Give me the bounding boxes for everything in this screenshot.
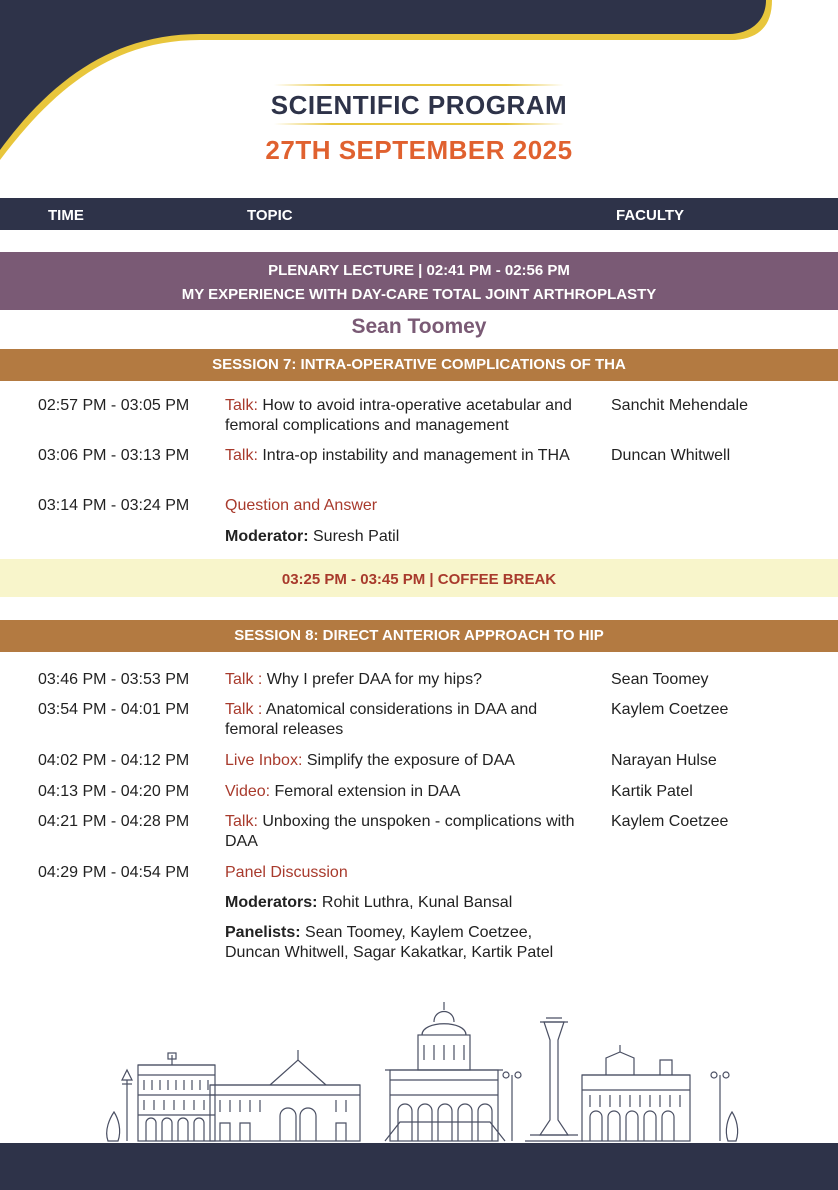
row-kind: Question and Answer [225, 497, 378, 514]
footer-bar [0, 1143, 838, 1190]
row-kind: Talk: [225, 813, 258, 830]
session-8-rows [0, 670, 838, 985]
row-kind: Talk : [225, 701, 263, 718]
row-topic-text: Unboxing the unspoken - complications with DAA [225, 813, 575, 850]
row-topic [225, 496, 575, 516]
column-faculty: FACULTY [616, 207, 685, 224]
table-row [0, 751, 838, 782]
row-faculty: Narayan Hulse [611, 752, 717, 769]
row-time: 03:54 PM - 04:01 PM [38, 701, 190, 718]
row-topic-text: Why I prefer DAA for my hips? [262, 671, 482, 688]
row-time: 02:57 PM - 03:05 PM [38, 397, 190, 414]
row-kind: Talk: [225, 447, 258, 464]
row-faculty: Sanchit Mehendale [611, 397, 748, 414]
moderators-names: Rohit Luthra, Kunal Bansal [317, 894, 513, 911]
table-row [0, 396, 838, 446]
row-time: 03:14 PM - 03:24 PM [38, 497, 190, 514]
session-7-header: SESSION 7: INTRA-OPERATIVE COMPLICATIONS OF THA [0, 349, 838, 381]
plenary-title: MY EXPERIENCE WITH DAY-CARE TOTAL JOINT ARTHROPLASTY [181, 286, 657, 303]
panelists-label: Panelists: [225, 924, 301, 941]
title-divider-bottom [274, 123, 564, 125]
row-topic [225, 446, 575, 466]
row-faculty: Kaylem Coetzee [611, 813, 729, 830]
table-row [0, 812, 838, 863]
row-kind: Live Inbox: [225, 752, 303, 769]
moderator-name: Suresh Patil [308, 528, 400, 545]
table-row [0, 446, 838, 496]
row-topic [225, 396, 575, 436]
column-time: TIME [48, 207, 84, 224]
row-time: 03:46 PM - 03:53 PM [38, 671, 190, 688]
row-topic [225, 863, 575, 883]
page-title: SCIENTIFIC PROGRAM [270, 90, 568, 120]
row-topic [225, 812, 575, 852]
session-8-header: SESSION 8: DIRECT ANTERIOR APPROACH TO HIP [0, 620, 838, 652]
moderators-label: Moderators: [225, 894, 318, 911]
session-7-rows [0, 396, 838, 557]
row-kind: Talk: [225, 397, 258, 414]
city-skyline-illustration [100, 1000, 750, 1143]
row-topic-text: Anatomical considerations in DAA and femoral releases [225, 701, 538, 738]
table-row [0, 700, 838, 751]
column-topic: TOPIC [247, 207, 293, 224]
row-topic [225, 670, 575, 690]
plenary-time: PLENARY LECTURE | 02:41 PM - 02:56 PM [268, 262, 570, 279]
moderator-row [0, 527, 838, 557]
row-faculty: Kartik Patel [611, 783, 693, 800]
row-faculty: Kaylem Coetzee [611, 701, 729, 718]
row-topic-text: Femoral extension in DAA [270, 783, 461, 800]
row-faculty: Sean Toomey [611, 671, 709, 688]
moderators-row [0, 893, 838, 923]
table-row [0, 782, 838, 812]
table-row [0, 863, 838, 893]
row-topic-text: How to avoid intra-operative acetabular and femoral complications and management [225, 397, 572, 434]
column-header-bar [0, 198, 838, 230]
row-time: 04:02 PM - 04:12 PM [38, 752, 190, 769]
row-kind: Talk : [225, 671, 263, 688]
moderator-label: Moderator: [225, 528, 309, 545]
table-row [0, 670, 838, 700]
row-time: 04:21 PM - 04:28 PM [38, 813, 190, 830]
row-topic [225, 751, 575, 771]
row-topic-text: Simplify the exposure of DAA [302, 752, 515, 769]
coffee-break-banner: 03:25 PM - 03:45 PM | COFFEE BREAK [0, 559, 838, 597]
plenary-speaker: Sean Toomey [351, 315, 487, 338]
row-time: 04:29 PM - 04:54 PM [38, 864, 190, 881]
row-topic-text: Intra-op instability and management in THA [257, 447, 570, 464]
row-time: 03:06 PM - 03:13 PM [38, 447, 190, 464]
row-time: 04:13 PM - 04:20 PM [38, 783, 190, 800]
row-kind: Panel Discussion [225, 864, 348, 881]
panelists-row [0, 923, 838, 985]
table-row [0, 496, 838, 527]
panelists-names: Sean Toomey, Kaylem Coetzee, Duncan Whitwell, Sagar Kakatkar, Kartik Patel [225, 924, 554, 961]
title-block [0, 84, 838, 166]
program-date: 27TH SEPTEMBER 2025 [265, 135, 573, 165]
row-kind: Video: [225, 783, 271, 800]
plenary-banner [0, 252, 838, 310]
row-topic [225, 782, 575, 802]
row-faculty: Duncan Whitwell [611, 447, 731, 464]
row-topic [225, 700, 575, 740]
